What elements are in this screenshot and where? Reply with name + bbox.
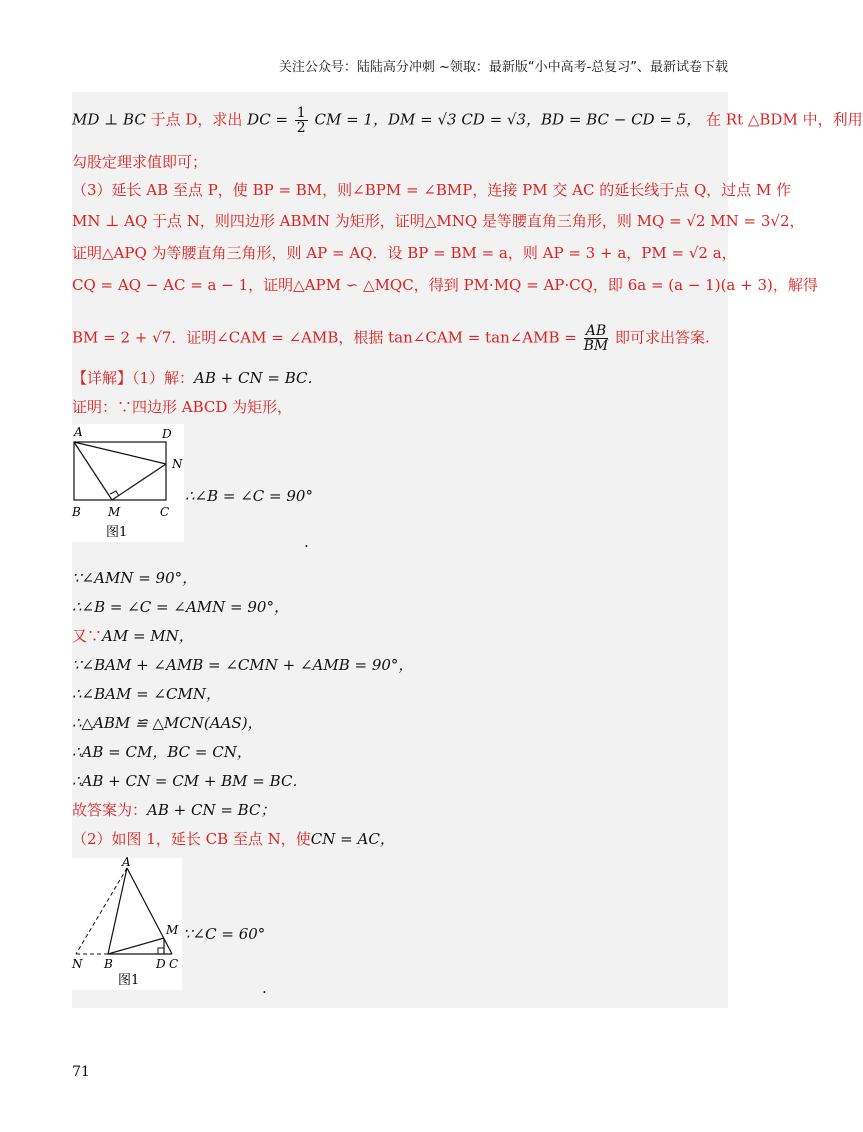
fraction-numerator: AB — [584, 324, 609, 339]
page-header: 关注公众号：陆陆高分冲刺 ~领取：最新版“小中高考-总复习”、最新试卷下载 — [278, 60, 728, 75]
text-line-1 — [72, 106, 863, 135]
text-line-15: ∴△ABM ≌ △MCN(AAS)， — [72, 714, 263, 732]
page-number: 71 — [72, 1064, 90, 1080]
red-text: BM = 2 + √7．证明∠CAM = ∠AMB，根据 tan∠CAM = tan∠AMB = — [72, 328, 577, 347]
red-text: 故答案为： — [72, 801, 148, 819]
math-text: AB + CN = BC． — [194, 369, 323, 387]
fig1-conclusion: ∴∠B = ∠C = 90° — [185, 487, 313, 505]
red-text: 【详解】（1）解： — [72, 369, 195, 387]
text-line-3: （3）延长 AB 至点 P，使 BP = BM，则∠BPM = ∠BMP，连接 PM 交 AC 的延长线于点 Q，过点 M 作 — [72, 181, 792, 199]
figure-triangle — [72, 855, 182, 990]
figure-caption: 图1 — [106, 525, 128, 540]
text-line-16: ∴AB = CM，BC = CN， — [72, 743, 252, 761]
red-text: 于点 D，求出 — [150, 110, 243, 129]
red-text: 即可求出答案. — [615, 328, 710, 347]
label-d: D — [162, 427, 172, 441]
text-line-2: 勾股定理求值即可； — [72, 153, 208, 171]
text-line-11: ∴∠B = ∠C = ∠AMN = 90°， — [72, 598, 289, 616]
label-m: M — [108, 505, 121, 519]
text-line-6: CQ = AQ − AC = a − 1，证明△APM ∽ △MQC，得到 PM·MQ = AP·CQ，即 6a = (a − 1)(a + 3)，解得 — [72, 276, 818, 294]
stray-dot: . — [304, 533, 309, 551]
text-line-18 — [72, 800, 275, 820]
fraction-half — [295, 106, 308, 135]
text-line-8 — [72, 368, 323, 388]
label-b: B — [72, 505, 81, 519]
fig2-conclusion: ∵∠C = 60° — [183, 925, 266, 943]
label-n: N — [172, 457, 183, 471]
text-line-10: ∵∠AMN = 90°， — [72, 569, 198, 587]
label-c: C — [169, 957, 179, 971]
text-line-5: 证明△APQ 为等腰直角三角形，则 AP = AQ．设 BP = BM = a，则 AP = 3 + a，PM = √2 a， — [72, 244, 737, 262]
text-line-14: ∴∠BAM = ∠CMN， — [72, 685, 221, 703]
fraction-denominator: BM — [583, 338, 609, 354]
math-text: DC = — [247, 110, 293, 129]
text-line-19 — [72, 829, 395, 849]
math-text: MD ⊥ BC — [72, 110, 146, 129]
fraction-ab-bm — [584, 324, 609, 353]
math-text: AM = MN， — [102, 627, 194, 645]
math-text: CN = AC， — [310, 830, 395, 848]
red-text: 在 Rt △BDM 中，利用 — [706, 110, 863, 129]
stray-dot: . — [262, 979, 267, 997]
triangle-diagram — [72, 855, 182, 990]
fraction-numerator: 1 — [296, 105, 306, 121]
red-text: 又∵ — [72, 627, 103, 645]
content-area — [72, 92, 863, 1008]
red-text: （2）如图 1，延长 CB 至点 N，使 — [72, 830, 311, 848]
label-c: C — [160, 505, 170, 519]
text-line-17: ∴AB + CN = CM + BM = BC． — [72, 772, 308, 790]
label-b: B — [104, 957, 113, 971]
text-line-9: 证明：∵四边形 ABCD 为矩形， — [72, 398, 293, 416]
label-a: A — [74, 425, 83, 439]
text-line-4: MN ⊥ AQ 于点 N，则四边形 ABMN 为矩形，证明△MNQ 是等腰直角三角形，则 MQ = √2 MN = 3√2， — [72, 212, 805, 230]
label-n: N — [72, 957, 83, 971]
fraction-denominator: 2 — [296, 120, 306, 136]
rectangle-diagram — [72, 424, 184, 542]
figure-rectangle — [72, 424, 184, 542]
text-line-13: ∵∠BAM + ∠AMB = ∠CMN + ∠AMB = 90°， — [72, 656, 414, 674]
text-line-7 — [72, 324, 710, 353]
math-text: CM = 1，DM = √3 CD = √3，BD = BC − CD = 5， — [314, 110, 702, 129]
label-m: M — [166, 923, 179, 937]
text-line-12 — [72, 626, 194, 646]
label-d: D — [156, 957, 166, 971]
label-a: A — [122, 855, 131, 869]
math-text: AB + CN = BC； — [147, 801, 276, 819]
figure-caption: 图1 — [118, 973, 140, 988]
